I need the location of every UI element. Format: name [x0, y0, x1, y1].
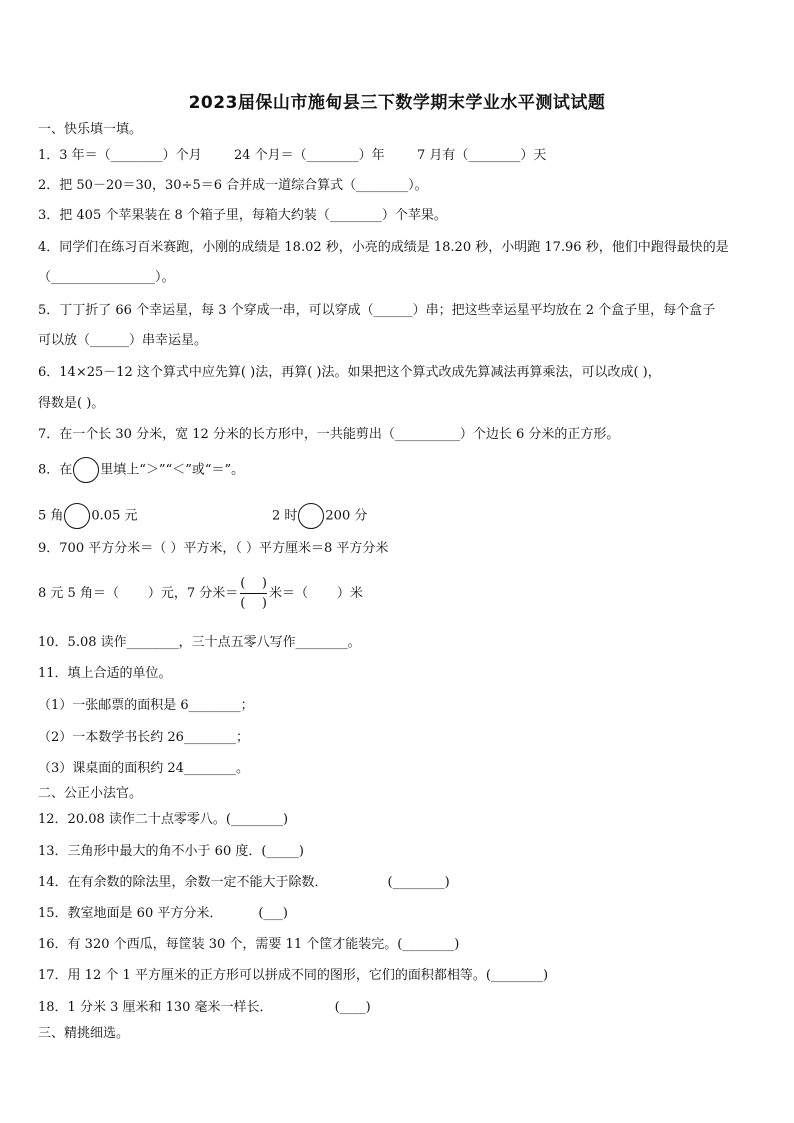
question-14-blank: (________) [387, 875, 450, 890]
question-15-blank: (___) [258, 906, 289, 921]
question-11-item-2: （2）一本数学书长约 26________； [38, 730, 249, 745]
question-8 [38, 457, 244, 483]
fraction-denominator: ( ) [240, 596, 267, 611]
question-15 [38, 905, 288, 923]
question-3: 3．把 405 个苹果装在 8 个箱子里，每箱大约装（________）个苹果。 [38, 208, 447, 223]
question-8b-right: 200 分 [325, 508, 368, 524]
question-8b-left: 2 时 [272, 508, 298, 524]
question-1 [38, 147, 546, 165]
question-8b [272, 503, 367, 529]
question-9-line-1: 9．700 平方分米＝（ ）平方米，（ ）平方厘米＝8 平方分米 [38, 541, 389, 556]
question-5-line-1: 5．丁丁折了 66 个幸运星，每 3 个穿成一串，可以穿成（______）串；把这些幸运星平均放在 2 个盒子里，每个盒子 [38, 303, 716, 318]
question-2: 2．把 50－20＝30，30÷5＝6 合并成一道综合算式（________）。 [38, 178, 428, 193]
fraction-bar [240, 593, 267, 594]
section-3-heading: 三、精挑细选。 [38, 1026, 130, 1041]
question-15-text: 15．教室地面是 60 平方分米． [38, 906, 223, 921]
question-9-line-2-suffix: 米＝（ ）米 [268, 586, 363, 601]
question-7: 7．在一个长 30 分米，宽 12 分米的长方形中，一共能剪出（__________）个边长 6 分米的正方形。 [38, 427, 620, 442]
question-4-line-2: （________________）。 [38, 270, 175, 285]
question-12: 12．20.08 读作二十点零零八。(________) [38, 812, 289, 827]
section-1-heading: 一、快乐填一填。 [38, 122, 143, 137]
question-4-line-1: 4．同学们在练习百米赛跑，小刚的成绩是 18.02 秒，小亮的成绩是 18.20 秒，小明跑 17.96 秒，他们中跑得最快的是 [38, 240, 729, 255]
question-1c: 7 月有（________）天 [416, 148, 547, 163]
question-16: 16．有 320 个西瓜，每筐装 30 个，需要 11 个筐才能装完。(________) [38, 937, 460, 952]
question-11-item-3: （3）课桌面的面积约 24________。 [38, 761, 249, 776]
question-18-blank: (____) [334, 1000, 371, 1015]
question-13: 13．三角形中最大的角不小于 60 度．(_____) [38, 844, 304, 859]
question-14-text: 14．在有余数的除法里，余数一定不能大于除数． [38, 875, 328, 890]
question-8a-right: 0.05 元 [91, 508, 138, 524]
question-17: 17．用 12 个 1 平方厘米的正方形可以拼成不同的图形，它们的面积都相等。(________) [38, 968, 549, 983]
question-9-line-2-prefix: 8 元 5 角＝（ ）元，7 分米＝ [38, 586, 239, 601]
question-8a [38, 503, 137, 529]
question-6-line-2: 得数是( )。 [38, 396, 105, 411]
question-8-prefix: 8．在 [38, 462, 73, 478]
question-9-line-2 [38, 575, 363, 612]
question-5-line-2: 可以放（______）串幸运星。 [38, 333, 208, 348]
question-1b: 24 个月＝（________）年 [233, 148, 385, 163]
question-14 [38, 874, 450, 892]
question-8-text: 里填上“＞”“＜”或“＝”。 [100, 462, 245, 478]
question-8a-left: 5 角 [38, 508, 64, 524]
question-11-heading: 11．填上合适的单位。 [38, 666, 172, 681]
question-18 [38, 999, 371, 1017]
compare-circle-icon [298, 503, 324, 529]
section-2-heading: 二、公正小法官。 [38, 786, 143, 801]
question-10: 10．5.08 读作________，三十点五零八写作________。 [38, 635, 361, 650]
question-11-item-1: （1）一张邮票的面积是 6________； [38, 698, 254, 713]
compare-circle-icon [73, 457, 99, 483]
question-6-line-1: 6．14×25－12 这个算式中应先算( )法，再算( )法。如果把这个算式改成先算减法再算乘法，可以改成( )， [38, 365, 661, 380]
fraction-blank [240, 575, 267, 612]
page-title: 2023届保山市施甸县三下数学期末学业水平测试试题 [188, 93, 606, 113]
question-18-text: 18．1 分米 3 厘米和 130 毫米一样长． [38, 1000, 273, 1015]
question-1a: 1．3 年＝（________）个月 [38, 148, 202, 163]
fraction-numerator: ( ) [240, 576, 267, 591]
compare-circle-icon [64, 503, 90, 529]
